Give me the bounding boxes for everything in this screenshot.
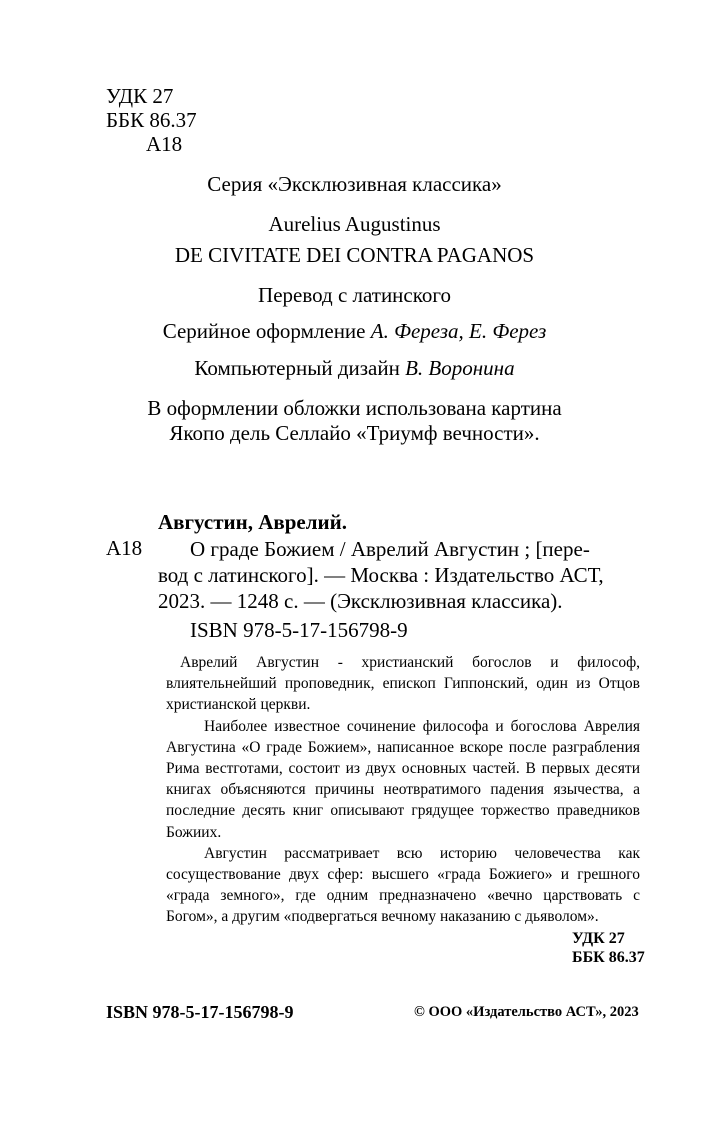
footer-isbn: ISBN 978-5-17-156798-9 — [106, 1002, 294, 1022]
bib-line-2: вод с латинского]. — Москва : Издательство АСТ, — [158, 563, 604, 587]
series-design-line — [0, 319, 709, 344]
bib-author-heading: Августин, Аврелий. — [158, 510, 347, 534]
series-design-names: А. Фереза, Е. Ферез — [370, 319, 547, 343]
computer-design-label: Компьютерный дизайн — [194, 356, 406, 380]
annotation-paragraph-2: Наиболее известное сочинение философа и богослова Аврелия Августина «О граде Божием», написанное вскоре после разграбления Рима вестготами, состоит из двух основных частей. В первых десяти книгах объясняются причины неотвратимого падения язычества, а последние десять книг описывают грядущее торжество праведников Божиих. — [166, 717, 640, 841]
bib-line-3: 2023. — 1248 с. — (Эксклюзивная классика). — [158, 589, 563, 613]
footer-bbk: ББК 86.37 — [572, 949, 645, 966]
title-latin: DE CIVITATE DEI CONTRA PAGANOS — [174, 243, 535, 267]
bib-description — [158, 536, 637, 614]
bib-isbn: ISBN 978-5-17-156798-9 — [190, 618, 408, 642]
bib-mark: А18 — [106, 536, 143, 560]
author-mark: А18 — [146, 132, 183, 156]
author-latin: Aurelius Augustinus — [268, 212, 441, 236]
bib-line-1: О граде Божием / Аврелий Августин ; [пере- — [190, 537, 590, 561]
bbk-code: ББК 86.37 — [106, 108, 197, 132]
footer-udk: УДК 27 — [572, 930, 625, 947]
translation-line: Перевод с латинского — [258, 283, 451, 307]
cover-note-line-1: В оформлении обложки использована картина — [147, 396, 562, 420]
annotation-paragraph-1: Аврелий Августин - христианский богослов и философ, влиятельнейший проповедник, епископ Гиппонский, один из Отцов христианской церкви. — [166, 654, 640, 714]
series-line: Серия «Эксклюзивная классика» — [207, 172, 502, 196]
annotation — [166, 652, 640, 928]
annotation-paragraph-3: Августин рассматривает всю историю человечества как сосуществование двух сфер: высшего «града Божиего» и грешного «града земного», где одним предназначено «вечно царствовать с Богом», а другим «подвергаться вечному наказанию с дьяволом». — [166, 844, 640, 926]
computer-design-name: В. Воронина — [405, 356, 515, 380]
cover-note-line-2: Якопо дель Селлайо «Триумф вечности». — [169, 421, 540, 445]
computer-design-line — [0, 356, 709, 381]
series-design-label: Серийное оформление — [162, 319, 371, 343]
udk-code: УДК 27 — [106, 84, 174, 108]
footer-copyright: © ООО «Издательство АСТ», 2023 — [414, 1004, 639, 1020]
